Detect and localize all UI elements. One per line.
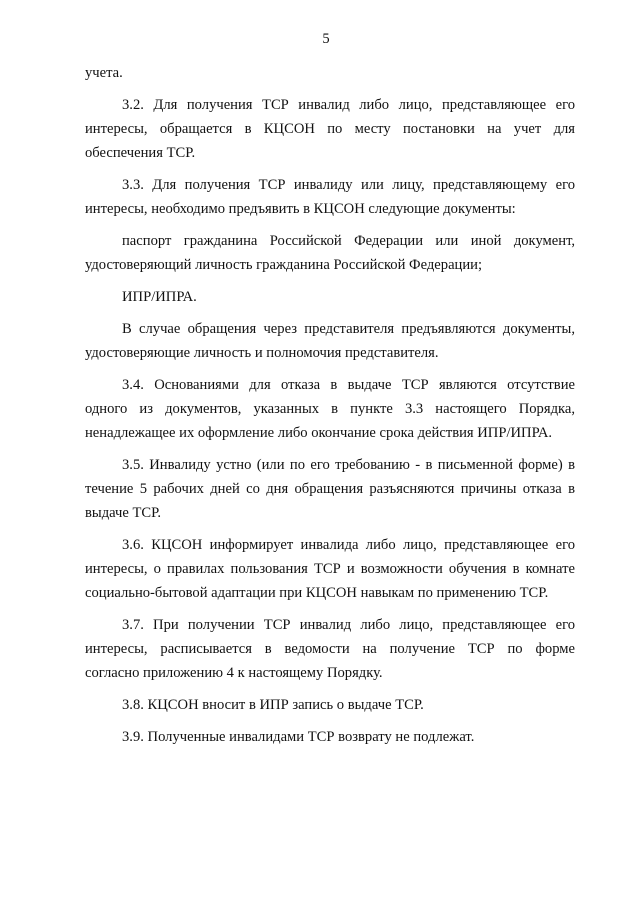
text-line: паспорт гражданина Российской Федерации или иной документ, bbox=[122, 233, 575, 249]
text-line: учета. bbox=[85, 65, 123, 81]
text-line: течение 5 рабочих дней со дня обращения разъясняются причины отказа в bbox=[85, 481, 575, 497]
text-line: удостоверяющие личность и полномочия представителя. bbox=[85, 345, 439, 361]
paragraph-p-3-7 bbox=[85, 613, 575, 685]
text-line: удостоверяющий личность гражданина Российской Федерации; bbox=[85, 257, 483, 273]
page-number: 5 bbox=[322, 31, 330, 47]
text-line: 3.2. Для получения ТСР инвалид либо лицо, представляющее его bbox=[122, 97, 575, 113]
paragraph-p-3-2 bbox=[85, 93, 575, 165]
text-line: ИПР/ИПРА. bbox=[122, 289, 197, 305]
text-line: 3.8. КЦСОН вносит в ИПР запись о выдаче ТСР. bbox=[122, 697, 424, 713]
text-line: выдаче ТСР. bbox=[85, 505, 162, 521]
text-line: интересы, необходимо предъявить в КЦСОН следующие документы: bbox=[85, 201, 516, 217]
text-line: интересы, расписывается в ведомости на получение ТСР по форме bbox=[85, 641, 575, 657]
paragraph-p-3-5 bbox=[85, 453, 575, 525]
text-line: В случае обращения через представителя предъявляются документы, bbox=[122, 321, 575, 337]
text-line: 3.6. КЦСОН информирует инвалида либо лицо, представляющее его bbox=[122, 537, 575, 553]
text-line: 3.9. Полученные инвалидами ТСР возврату не подлежат. bbox=[122, 729, 475, 745]
paragraph-p-3-6 bbox=[85, 533, 575, 605]
paragraph-p-passport bbox=[85, 229, 575, 277]
text-line: интересы, о правилах пользования ТСР и возможности обучения в комнате bbox=[85, 561, 575, 577]
text-line: обеспечения ТСР. bbox=[85, 145, 196, 161]
text-line: согласно приложению 4 к настоящему Порядку. bbox=[85, 665, 383, 681]
paragraph-p-3-4 bbox=[85, 373, 575, 445]
paragraph-p-ipr bbox=[85, 285, 575, 309]
text-line: ненадлежащее их оформление либо окончание срока действия ИПР/ИПРА. bbox=[85, 425, 553, 441]
paragraph-p-3-3 bbox=[85, 173, 575, 221]
paragraph-p-3-9 bbox=[85, 725, 575, 749]
document-body bbox=[85, 61, 575, 757]
text-line: 3.4. Основаниями для отказа в выдаче ТСР являются отсутствие bbox=[122, 377, 575, 393]
text-line: одного из документов, указанных в пункте 3.3 настоящего Порядка, bbox=[85, 401, 575, 417]
text-line: 3.5. Инвалиду устно (или по его требованию - в письменной форме) в bbox=[122, 457, 575, 473]
paragraph-p-3-8 bbox=[85, 693, 575, 717]
text-line: 3.3. Для получения ТСР инвалиду или лицу, представляющему его bbox=[122, 177, 575, 193]
paragraph-continuation bbox=[85, 61, 575, 85]
text-line: 3.7. При получении ТСР инвалид либо лицо, представляющее его bbox=[122, 617, 575, 633]
text-line: социально-бытовой адаптации при КЦСОН навыкам по применению ТСР. bbox=[85, 585, 549, 601]
text-line: интересы, обращается в КЦСОН по месту постановки на учет для bbox=[85, 121, 575, 137]
paragraph-p-representative bbox=[85, 317, 575, 365]
